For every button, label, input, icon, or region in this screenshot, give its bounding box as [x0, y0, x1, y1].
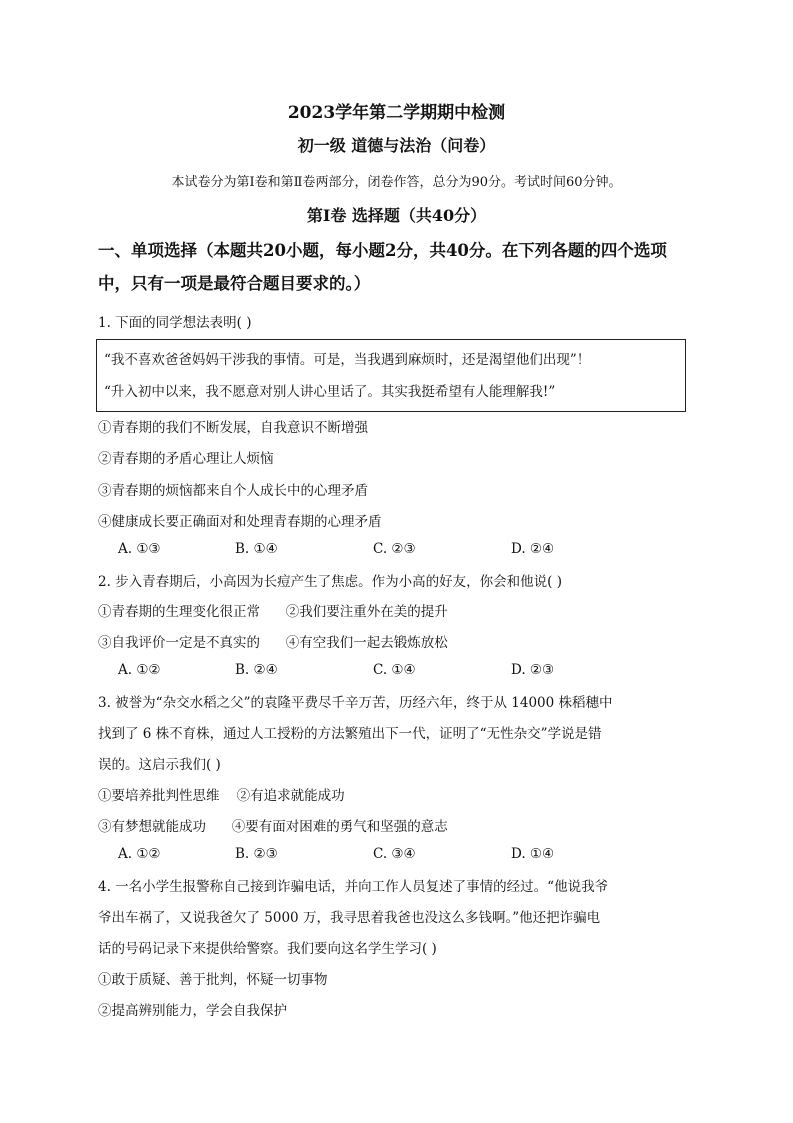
question-1-statement: ②青春期的矛盾心理让人烦恼 — [98, 451, 274, 467]
question-2-stem: 2. 步入青春期后，小高因为长痘产生了焦虑。作为小高的好友，你会和他说( ) — [98, 574, 562, 590]
question-4-stem: 话的号码记录下来提供给警察。我们要向这名学生学习( ) — [98, 941, 437, 957]
option-d[interactable]: D. ②③ — [511, 662, 555, 678]
exam-instructions: 本试卷分为第Ⅰ卷和第Ⅱ卷两部分，闭卷作答，总分为90分。考试时间60分钟。 — [171, 175, 622, 190]
question-1-stem: 1. 下面的同学想法表明( ) — [98, 315, 252, 331]
question-1-statement: ④健康成长要正确面对和处理青春期的心理矛盾 — [98, 514, 382, 530]
exam-title: 2023学年第二学期期中检测 — [287, 103, 506, 123]
option-c[interactable]: C. ②③ — [373, 541, 416, 557]
question-4-stem: 4. 一名小学生报警称自己接到诈骗电话，并向工作人员复述了事情的经过。“他说我爷 — [98, 879, 609, 895]
option-c[interactable]: C. ③④ — [373, 846, 416, 862]
question-3-stem: 找到了 6 株不育株，通过人工授粉的方法繁殖出下一代，证明了“无性杂交”学说是错 — [98, 726, 602, 742]
option-b[interactable]: B. ②④ — [235, 662, 278, 678]
quote-line: “升入初中以来，我不愿意对别人讲心里话了。其实我挺希望有人能理解我!” — [104, 384, 556, 400]
part-title: 第Ⅰ卷 选择题（共40分） — [306, 206, 487, 225]
question-1-quote-box — [96, 339, 686, 412]
question-4-stem: 爷出车祸了，又说我爸欠了 5000 万，我寻思着我爸也没这么多钱啊。”他还把诈骗电 — [98, 910, 601, 926]
section-heading: 一、单项选择（本题共20小题，每小题2分，共40分。在下列各题的四个选项中，只有一项是最符合题目要求的。） — [98, 241, 667, 293]
question-2-statements: ③自我评价一定是不真实的 ④有空我们一起去锻炼放松 — [98, 635, 448, 651]
question-3-stem: 误的。这启示我们( ) — [98, 757, 221, 773]
option-d[interactable]: D. ②④ — [511, 541, 555, 557]
option-c[interactable]: C. ①④ — [373, 662, 416, 678]
question-4-statement: ①敢于质疑、善于批判，怀疑一切事物 — [98, 972, 328, 988]
question-1-statement: ③青春期的烦恼都来自个人成长中的心理矛盾 — [98, 483, 368, 499]
question-1-statement: ①青春期的我们不断发展，自我意识不断增强 — [98, 420, 368, 436]
option-b[interactable]: B. ②③ — [235, 846, 278, 862]
option-a[interactable]: A. ①② — [118, 662, 161, 678]
question-3-stem: 3. 被誉为“杂交水稻之父”的袁隆平费尽千辛万苦，历经六年，终于从 14000 株稻穗中 — [98, 695, 613, 711]
option-d[interactable]: D. ①④ — [511, 846, 555, 862]
question-3-statements: ③有梦想就能成功 ④要有面对困难的勇气和坚强的意志 — [98, 819, 448, 835]
option-b[interactable]: B. ①④ — [235, 541, 278, 557]
question-4-statement: ②提高辨别能力，学会自我保护 — [98, 1003, 287, 1019]
question-2-statements: ①青春期的生理变化很正常 ②我们要注重外在美的提升 — [98, 604, 448, 620]
question-3-statements: ①要培养批判性思维 ②有追求就能成功 — [98, 788, 345, 804]
option-a[interactable]: A. ①③ — [118, 541, 161, 557]
option-a[interactable]: A. ①② — [118, 846, 161, 862]
exam-subtitle: 初一级 道德与法治（问卷） — [297, 136, 496, 155]
quote-line: “我不喜欢爸爸妈妈干涉我的事情。可是，当我遇到麻烦时，还是渴望他们出现”！ — [104, 352, 591, 368]
